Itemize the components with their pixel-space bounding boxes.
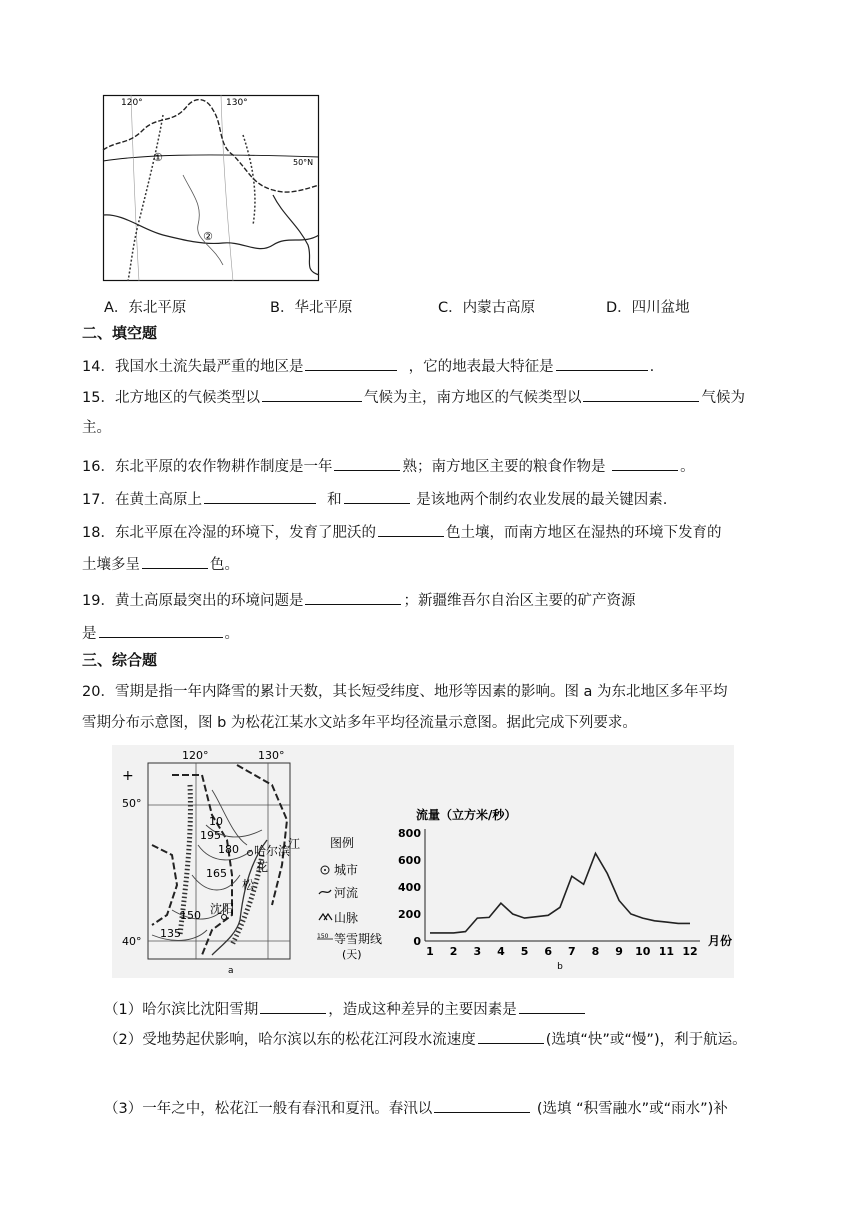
question-14: 14．我国水土流失最严重的地区是 ，它的地表最大特征是 . xyxy=(82,355,654,377)
question-20-line1: 20．雪期是指一年内降雪的累计天数，其长短受纬度、地形等因素的影响。图 a 为东北地区多年平均 xyxy=(82,684,728,700)
x-tick-label: 10 xyxy=(635,945,651,958)
fig-a-lon1: 120° xyxy=(182,749,209,762)
snow-map-a xyxy=(112,745,312,978)
x-tick-label: 8 xyxy=(591,945,600,958)
legend xyxy=(312,830,407,961)
river-char-2: 花 xyxy=(256,860,269,874)
y-tick-label: 400 xyxy=(398,881,421,894)
blank-19-2[interactable] xyxy=(99,622,223,638)
blank-15-1[interactable] xyxy=(262,386,362,402)
map1-mark1: ① xyxy=(153,151,163,164)
question-19: 19．黄土高原最突出的环境问题是 ；新疆维吾尔自治区主要的矿产资源 xyxy=(82,589,635,611)
legend-mountain: 山脉 xyxy=(334,911,359,925)
iso-10: 10 xyxy=(209,815,223,828)
question-20-1: （1）哈尔滨比沈阳雪期 ，造成这种差异的主要因素是 xyxy=(104,998,587,1020)
x-tick-label: 12 xyxy=(682,945,698,958)
section-comprehensive: 三、综合题 xyxy=(82,651,158,669)
fig-a-label: a xyxy=(228,966,234,976)
city-shenyang: 沈阳 xyxy=(210,902,235,916)
map1-mark2: ② xyxy=(203,230,213,243)
x-tick-label: 9 xyxy=(615,945,623,958)
legend-title: 图例 xyxy=(330,836,355,850)
legend-city: 城市 xyxy=(334,863,359,877)
question-18-cont: 土壤多呈 色。 xyxy=(82,553,239,575)
legend-river: 河流 xyxy=(334,886,359,900)
iso-165: 165 xyxy=(206,867,227,880)
blank-20-1-2[interactable] xyxy=(519,998,585,1014)
blank-18-1[interactable] xyxy=(378,521,444,537)
legend-isoline: 等雪期线 xyxy=(334,932,383,946)
question-17: 17．在黄土高原上 和 是该地两个制约农业发展的最关键因素. xyxy=(82,488,667,510)
fig-a-lon2: 130° xyxy=(258,749,285,762)
option-d[interactable]: D．四川盆地 xyxy=(606,300,690,316)
iso-195: 195 xyxy=(200,829,221,842)
x-tick-label: 5 xyxy=(520,945,529,958)
question-19-cont: 是 。 xyxy=(82,622,239,644)
x-axis-label: 月份 xyxy=(708,934,733,948)
northeast-map xyxy=(103,95,319,281)
map1-lat: 50°N xyxy=(293,158,314,167)
map1-lon1: 120° xyxy=(121,98,143,108)
question-18: 18．东北平原在冷湿的环境下，发育了肥沃的 色土壤，而南方地区在湿热的环境下发育的 xyxy=(82,521,721,543)
x-tick-label: 4 xyxy=(497,945,505,958)
y-tick-label: 600 xyxy=(398,854,421,867)
fig-a-lat1: 50° xyxy=(122,797,142,810)
legend-unit: (天) xyxy=(342,948,362,961)
question-15: 15．北方地区的气候类型以 气候为主，南方地区的气候类型以 气候为 xyxy=(82,386,745,408)
fig-a-lat2: 40° xyxy=(122,935,142,948)
y-tick-label: 800 xyxy=(398,827,421,840)
y-tick-label: 200 xyxy=(398,908,421,921)
city-harbin: 哈尔滨 xyxy=(254,844,291,858)
blank-20-1-1[interactable] xyxy=(260,998,326,1014)
blank-18-2[interactable] xyxy=(142,553,208,569)
blank-19-1[interactable] xyxy=(305,589,401,605)
option-c[interactable]: C．内蒙古高原 xyxy=(438,300,536,316)
plus-mark: + xyxy=(122,768,134,784)
blank-15-2[interactable] xyxy=(583,386,699,402)
blank-17-2[interactable] xyxy=(344,488,410,504)
x-tick-label: 6 xyxy=(544,945,553,958)
blank-16-1[interactable] xyxy=(334,455,400,471)
iso-135: 135 xyxy=(160,927,181,940)
question-16: 16．东北平原的农作物耕作制度是一年 熟；南方地区主要的粮食作物是 。 xyxy=(82,455,695,477)
blank-20-3[interactable] xyxy=(434,1097,530,1113)
option-a[interactable]: A．东北平原 xyxy=(104,300,187,316)
blank-16-2[interactable] xyxy=(612,455,678,471)
runoff-chart-b xyxy=(395,745,733,978)
river-char-1: 江 xyxy=(288,837,301,851)
section-fill-in: 二、填空题 xyxy=(82,324,158,342)
y-axis-label: 流量（立方米/秒） xyxy=(416,808,517,822)
blank-14-1[interactable] xyxy=(305,355,397,371)
option-b[interactable]: B．华北平原 xyxy=(270,300,353,316)
question-20-line2: 雪期分布示意图，图 b 为松花江某水文站多年平均径流量示意图。据此完成下列要求。 xyxy=(82,715,637,731)
iso-150: 150 xyxy=(180,909,201,922)
chart-b-label: b xyxy=(557,962,563,972)
question-15-cont: 主。 xyxy=(82,420,111,436)
blank-17-1[interactable] xyxy=(204,488,316,504)
question-20-2: （2）受地势起伏影响，哈尔滨以东的松花江河段水流速度 (选填“快”或“慢”)，利于航运。 xyxy=(104,1028,747,1050)
x-tick-label: 1 xyxy=(426,945,434,958)
question-20-3: （3）一年之中，松花江一般有春汛和夏汛。春汛以 (选填 “积雪融水”或“雨水”)补 xyxy=(104,1097,728,1119)
x-tick-label: 7 xyxy=(567,945,576,958)
map1-lon2: 130° xyxy=(226,98,248,108)
y-tick-label: 0 xyxy=(413,935,421,948)
iso-180: 180 xyxy=(218,843,239,856)
blank-20-2[interactable] xyxy=(478,1028,544,1044)
x-tick-label: 11 xyxy=(658,945,675,958)
x-tick-label: 3 xyxy=(473,945,482,958)
x-tick-label: 2 xyxy=(449,945,458,958)
river-char-3: 松 xyxy=(242,878,255,892)
runoff-line xyxy=(430,853,690,933)
blank-14-2[interactable] xyxy=(556,355,648,371)
legend-iso-sample: 150 xyxy=(317,933,329,940)
